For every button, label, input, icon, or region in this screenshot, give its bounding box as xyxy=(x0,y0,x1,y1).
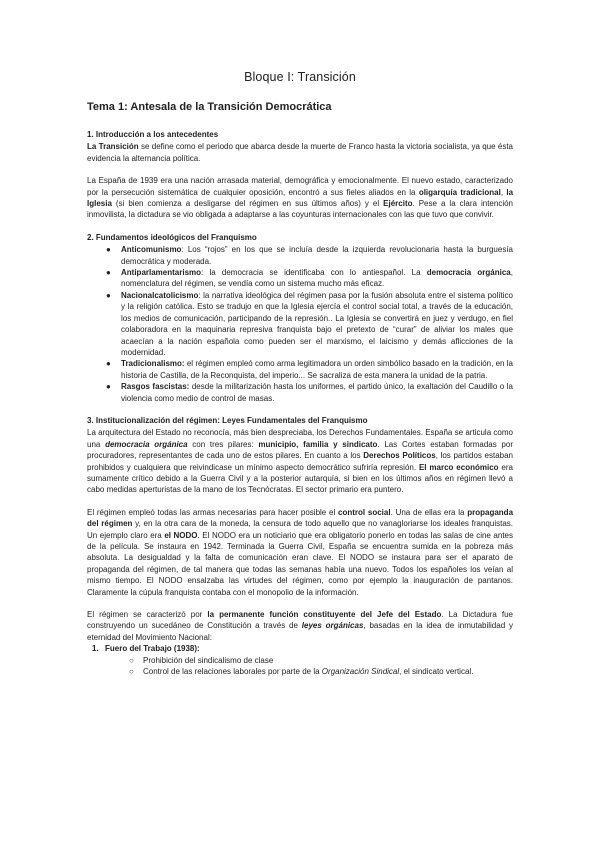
section-3-paragraph-1: La arquitectura del Estado no reconocía, más bien despreciaba, los Derechos Fundamentales. España se articula como una democracia orgánica con tres pilares: municipio, familia y sindicato. Las Cortes estaban formadas por procuradores, representantes de cada uno de estos pilares. En cuanto a los Derechos Políticos, los partidos estaban prohibidos y cualquiera que reivindicase un mínimo aspecto democrático sufriría represión. El marco económico era sumamente crítico debido a la Guerra Civil y a la posterior autarquía, si bien en los últimos años en régimen llevó a cabo medidas aperturistas de la mano de los Tecnócratas. El sector primario era puntero. xyxy=(87,428,514,495)
list-item: ● Tradicionalismo: el régimen empleó como arma legitimadora un orden simbólico basado en la tradición, en la historia de Castilla, de la Reconquista, del imperio... Se sacraliza de esta manera la unidad de la patria. xyxy=(106,359,513,380)
section-3-paragraph-2: El régimen empleó todas las armas necesarias para hacer posible el control social. Una de ellas era la propaganda del régimen y, en la otra cara de la moneda, la censura de todo aquello que no vanagloriarse los ideales franquistas. Un ejemplo claro era el NODO. El NODO era un noticiario que era obligatorio ponerlo en todas las salas de cine antes de la película. Se instaura en 1942. Terminada la Guerra Civil, España se encuentra sumida en la pobreza más absoluta. La desigualdad y la falta de comunicación eran clave. El NODO se instaura para ser el aparato de propaganda del régimen, de tal manera que todas las semanas había una nuevo. Todos los españoles los veían al mismo tiempo. El NODO ensalzaba las virtudes del régimen, como por ejemplo la inauguración de pantanos. Claramente la cúpula franquista contaba con el monopolio de la información. xyxy=(87,507,514,597)
law-title: Fuero del Trabajo (1938): xyxy=(105,644,200,654)
list-item: ● Rasgos fascistas: desde la militarización hasta los uniformes, el partido único, la exaltación del Caudillo o la violencia como medio de control de masas. xyxy=(106,382,513,403)
sub-list-item: ○ Prohibición del sindicalismo de clase xyxy=(129,655,274,665)
sub-list-item: ○ Control de las relaciones laborales por parte de la Organización Sindical, el sindicato vertical. xyxy=(129,667,474,677)
section-3-paragraph-3: El régimen se caracterizó por la permanente función constituyente del Jefe del Estado. La Dictadura fue construyendo un sucedáneo de Constitución a través de leyes orgánicas, basadas en la idea de inmutabilidad y eternidad del Movimiento Nacional: xyxy=(87,610,513,642)
fundamental-laws-list xyxy=(87,643,513,677)
list-number: 1. xyxy=(92,644,99,654)
list-item: ● Anticomunismo: Los “rojos” en los que se incluía desde la izquierda revolucionaria hasta la burguesía democrática y moderada. xyxy=(106,245,513,266)
list-item: ● Antiparlamentarismo: la democracia se identificaba con lo antiespañol. La democracia orgánica, nomenclatura del régimen, se vendía como un sistema mucho más eficaz. xyxy=(106,268,513,289)
section-1-paragraph-1: La Transición se define como el periodo que abarca desde la muerte de Franco hasta la victoria socialista, ya que ésta evidencia la alternancia política. xyxy=(87,142,513,163)
tema-title: Tema 1: Antesala de la Transición Democrática xyxy=(87,101,332,113)
bullet-icon: ● xyxy=(106,359,111,369)
ideology-list xyxy=(87,244,513,404)
bullet-icon: ● xyxy=(106,245,111,255)
sub-list xyxy=(105,655,513,678)
bullet-icon: ● xyxy=(106,268,111,278)
list-item xyxy=(92,643,513,677)
section-2-heading: 2. Fundamentos ideológicos del Franquismo xyxy=(87,232,257,242)
document-title: Bloque I: Transición xyxy=(244,70,356,84)
section-1-paragraph-2: La España de 1939 era una nación arrasada material, demográfica y emocionalmente. El nuevo estado, caracterizado por la persecución sistemática de cualquier oposición, encontró a sus fieles aliados en la oligarquía tradicional, la Iglesia (si bien comienza a desligarse del régimen en sus últimos años) y el Ejército. Pese a la clara intención inmovilista, la dictadura se vio obligada a adaptarse a las coyunturas internacionales con las que tuvo que convivir. xyxy=(87,176,514,220)
section-1-heading: 1. Introducción a los antecedentes xyxy=(87,130,219,139)
list-item: ● Nacionalcatolicismo: la narrativa ideológica del régimen pasa por la fusión absoluta entre el sistema político y la religión católica. Esto se tradujo en que la Iglesia ejercía el control social total, a través de la educación, los medios de comunicación, participando de la represión.. La Iglesia se convertirá en juez y verdugo, en fiel colaboradora en la maquinaria represiva franquista bajo el pretexto de “curar” de aliviar los males que acaecían a la nación española como pueden ser el marxismo, el laicismo y demás aflicciones de la modernidad. xyxy=(106,290,513,357)
circle-bullet-icon: ○ xyxy=(129,655,134,665)
circle-bullet-icon: ○ xyxy=(129,667,134,677)
bullet-icon: ● xyxy=(106,382,111,392)
section-3-heading: 3. Institucionalización del régimen: Leyes Fundamentales del Franquismo xyxy=(87,415,368,425)
bullet-icon: ● xyxy=(106,290,111,300)
